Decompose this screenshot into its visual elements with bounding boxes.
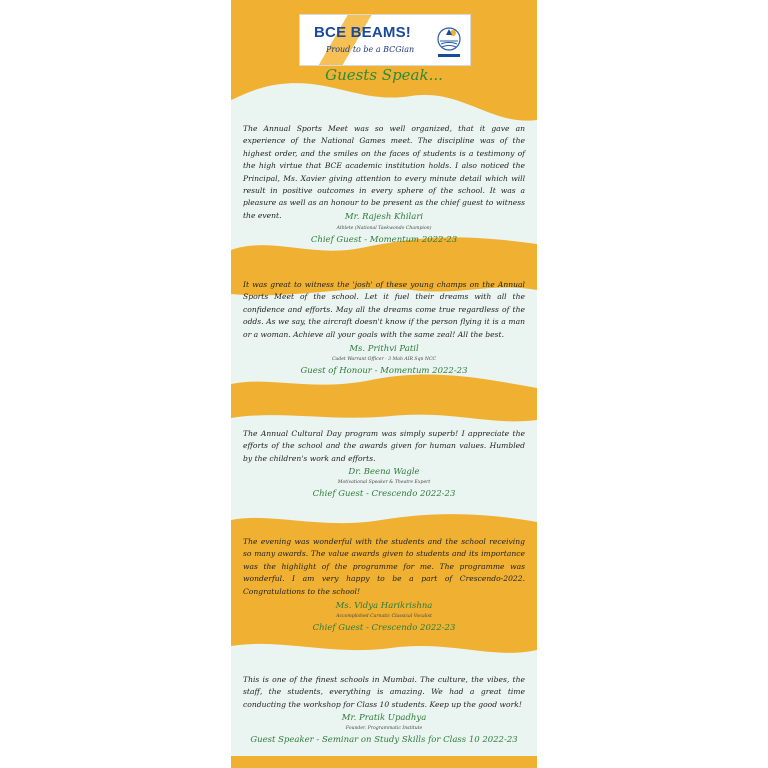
wave-background <box>231 0 537 768</box>
testimonial-5-quote: This is one of the finest schools in Mumbai. The culture, the vibes, the staff, the students, everything is amazing. We had a great time conducting the workshop for Class 10 students. Keep up the good work! <box>243 675 525 709</box>
testimonial-2-desc: Cadet Warrant Officer - 3 Mah AIR Sqn NCC <box>332 357 436 362</box>
testimonial-4-desc: Accomplished Carnatic Classical Vocalist <box>336 614 432 619</box>
testimonial-1-role: Chief Guest - Momentum 2022-23 <box>310 235 458 245</box>
brand-title: BCE BEAMS! <box>314 24 412 41</box>
testimonial-5-desc: Founder, Programmatic Institute <box>345 726 423 731</box>
testimonial-2-quote: It was great to witness the 'josh' of these young champs on the Annual Sports Meet of the school. Let it fuel their dreams with all the confidence and efforts. May all the dreams come true regardless of the odds. As we say, the aircraft doesn't know if the person flying it is a man or a woman. Achieve all your goals with the same zeal! All the best. <box>243 280 525 339</box>
testimonial-2-name: Ms. Prithvi Patil <box>349 344 419 354</box>
testimonial-5-name: Mr. Pratik Upadhya <box>341 713 427 723</box>
testimonial-1-quote: The Annual Sports Meet was so well organized, that it gave an experience of the National Games meet. The discipline was of the highest order, and the smiles on the faces of students is a testimony of the high virtue that BCE academic institution holds. I also noticed the Principal, Ms. Xavier giving attention to every minute detail which will result in positive outcomes in every sphere of the school. It was a pleasure as well as an honour to be present as the chief guest to witness the event. <box>243 124 525 220</box>
section-title: Guests Speak... <box>325 66 443 84</box>
school-logo-icon <box>432 21 466 59</box>
brand-tagline: Proud to be a BCGian <box>326 45 415 54</box>
wave-band-bottom <box>231 756 537 768</box>
testimonial-2-role: Guest of Honour - Momentum 2022-23 <box>300 366 468 376</box>
testimonial-3-role: Chief Guest - Crescendo 2022-23 <box>312 489 456 499</box>
wave-band-3 <box>231 375 537 422</box>
header-banner <box>299 14 471 66</box>
testimonial-3-quote: The Annual Cultural Day program was simply superb! I appreciate the efforts of the school and the awards given for human values. Humbled by the children's work and efforts. <box>243 429 525 463</box>
testimonial-4-name: Ms. Vidya Harikrishna <box>335 601 433 611</box>
testimonial-3-name: Dr. Beena Wagle <box>348 467 420 477</box>
testimonial-1-name: Mr. Rajesh Khilari <box>344 212 424 222</box>
testimonial-4-role: Chief Guest - Crescendo 2022-23 <box>312 623 456 633</box>
testimonial-poster <box>231 0 537 768</box>
testimonial-4-quote: The evening was wonderful with the students and the school receiving so many awards. The value awards given to students and its importance was the highlight of the programme for me. The programme was wonderful. I am very happy to be a part of Crescendo-2022. Congratulations to the school! <box>243 537 525 596</box>
testimonial-1-desc: Athlete (National Taekwondo Champion) <box>336 226 432 231</box>
testimonial-5-role: Guest Speaker - Seminar on Study Skills for Class 10 2022-23 <box>250 735 518 745</box>
testimonial-3-desc: Motivational Speaker & Theatre Expert <box>337 480 431 485</box>
